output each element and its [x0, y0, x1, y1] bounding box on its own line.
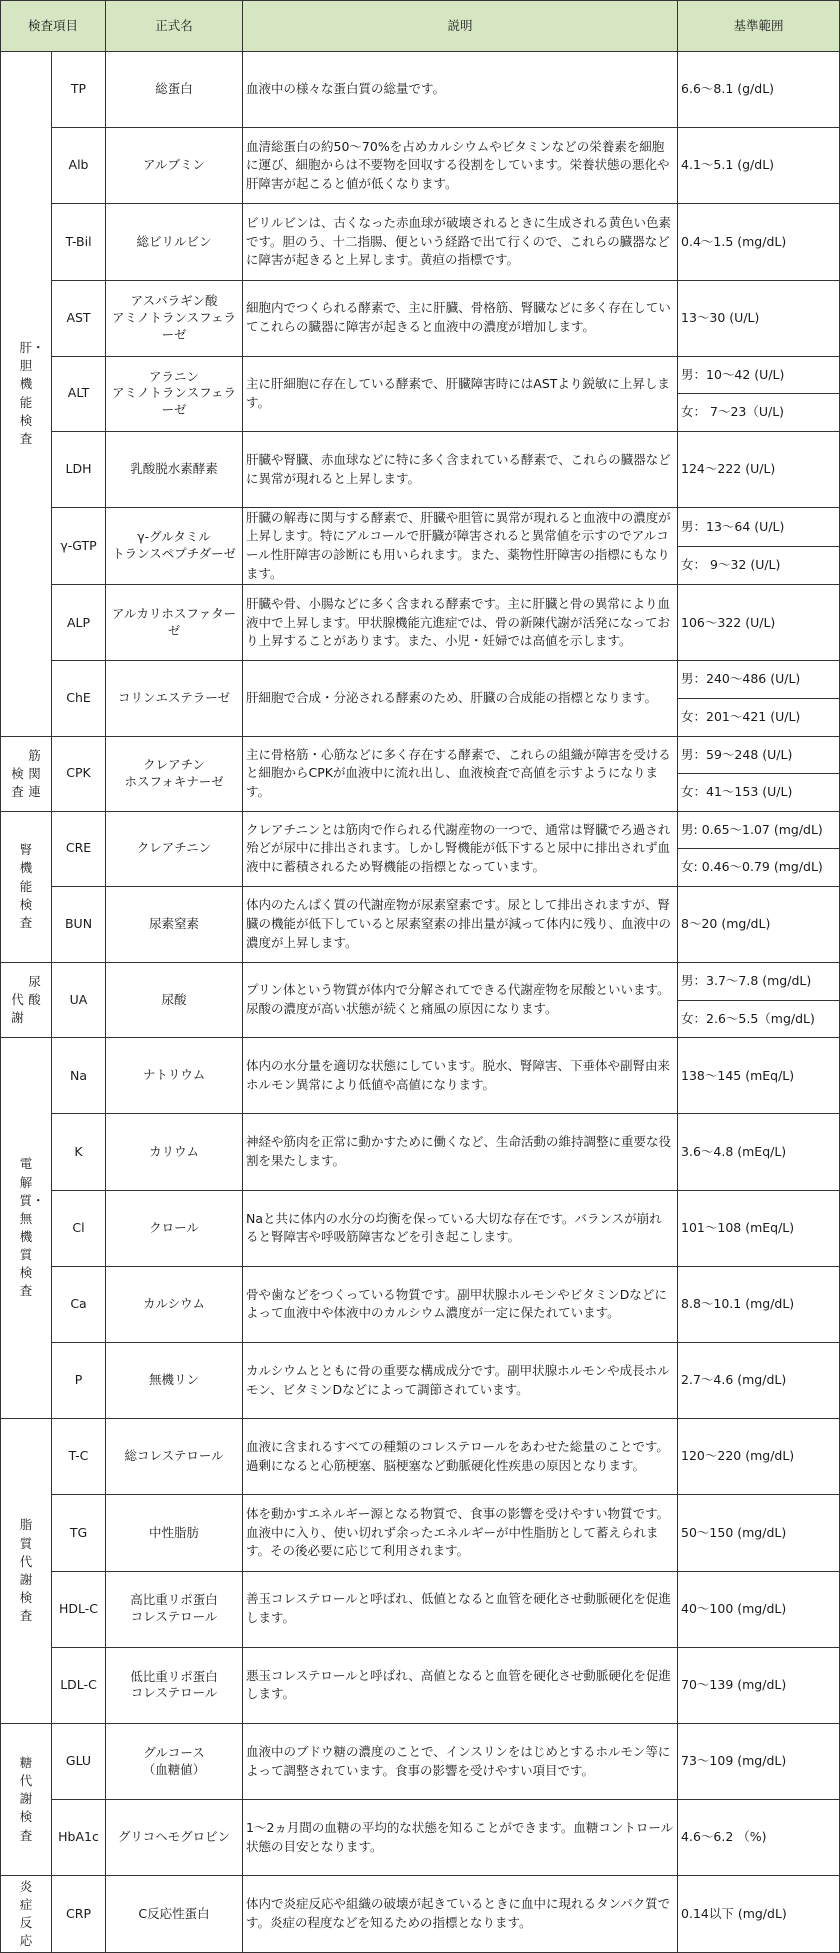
formal-name-cell: グルコース （血糖値） — [106, 1723, 243, 1799]
range-cell-female: 女: 0.46～0.79 (mg/dL) — [678, 849, 840, 887]
header-range: 基準範囲 — [678, 1, 840, 52]
formal-name-cell: 尿素窒素 — [106, 886, 243, 962]
formal-name-cell: 総蛋白 — [106, 52, 243, 128]
formal-name-cell: カルシウム — [106, 1266, 243, 1342]
table-row — [1, 128, 840, 204]
table-row — [1, 52, 840, 128]
abbr-cell: P — [52, 1343, 106, 1419]
category-electrolyte: 電解質・無機質検査 — [1, 1038, 52, 1419]
description-cell: Naと共に体内の水分の均衡を保っている大切な存在です。バランスが崩れると腎障害や呼吸筋障害などを引き起こします。 — [243, 1190, 678, 1266]
abbr-cell: LDL-C — [52, 1647, 106, 1723]
range-cell: 106～322 (U/L) — [678, 585, 840, 661]
description-cell: 善玉コレステロールと呼ばれ、低値となると血管を硬化させ動脈硬化を促進します。 — [243, 1571, 678, 1647]
abbr-cell: ALT — [52, 356, 106, 431]
range-cell: 6.6～8.1 (g/dL) — [678, 52, 840, 128]
table-row — [1, 811, 840, 849]
description-cell: プリン体という物質が体内で分解されてできる代謝産物を尿酸といいます。尿酸の濃度が高い状態が続くと痛風の原因になります。 — [243, 963, 678, 1038]
table-row — [1, 886, 840, 962]
range-cell-male: 男: 0.65～1.07 (mg/dL) — [678, 811, 840, 849]
range-cell: 70～139 (mg/dL) — [678, 1647, 840, 1723]
table-row — [1, 280, 840, 356]
table-row — [1, 204, 840, 280]
table-row — [1, 1038, 840, 1114]
table-row — [1, 1647, 840, 1723]
formal-name-cell: カリウム — [106, 1114, 243, 1190]
formal-name-cell: アルカリホスファターゼ — [106, 585, 243, 661]
formal-name-cell: γ-グルタミル トランスペプチダーゼ — [106, 508, 243, 585]
formal-name-cell: アスパラギン酸 アミノトランスフェラーゼ — [106, 280, 243, 356]
category-lipid: 脂質代謝検査 — [1, 1419, 52, 1724]
description-cell: クレアチニンとは筋肉で作られる代謝産物の一つで、通常は腎臓でろ過され殆どが尿中に排出されます。しかし腎機能が低下すると尿中に排出されず血液中に蓄積されるため腎機能の指標となっています。 — [243, 811, 678, 886]
description-cell: 主に肝細胞に存在している酵素で、肝臓障害時にはASTより鋭敏に上昇します。 — [243, 356, 678, 431]
description-cell: 体を動かすエネルギー源となる物質で、食事の影響を受けやすい物質です。血液中に入り、使い切れず余ったエネルギーが中性脂肪として蓄えられます。その後必要に応じて利用されます。 — [243, 1495, 678, 1571]
table-row — [1, 508, 840, 547]
table-row — [1, 661, 840, 699]
header-category: 検査項目 — [1, 1, 106, 52]
formal-name-cell: 総コレステロール — [106, 1419, 243, 1495]
abbr-cell: LDH — [52, 431, 106, 507]
abbr-cell: CRP — [52, 1876, 106, 1953]
range-cell-female: 女：201～421 (U/L) — [678, 699, 840, 737]
range-cell: 50～150 (mg/dL) — [678, 1495, 840, 1571]
range-cell-male: 男：10～42 (U/L) — [678, 356, 840, 394]
abbr-cell: GLU — [52, 1723, 106, 1799]
abbr-cell: CPK — [52, 736, 106, 811]
abbr-cell: UA — [52, 963, 106, 1038]
category-liver: 肝・胆機能検査 — [1, 52, 52, 737]
category-uric: 代謝 尿酸 — [1, 963, 52, 1038]
description-cell: 肝臓の解毒に関与する酵素で、肝臓や胆管に異常が現れると血液中の濃度が上昇します。特にアルコールで肝臓が障害されると異常値を示すのでアルコール性肝障害の診断にも用いられます。また、薬物性肝障害の指標にもなります。 — [243, 508, 678, 585]
description-cell: 骨や歯などをつくっている物質です。副甲状腺ホルモンやビタミンDなどによって血液中や体液中のカルシウム濃度が一定に保たれています。 — [243, 1266, 678, 1342]
table-row — [1, 963, 840, 1001]
range-cell-female: 女： 9～32 (U/L) — [678, 546, 840, 585]
category-inflammation: 炎症反応 — [1, 1876, 52, 1953]
header-row — [1, 1, 840, 52]
category-glucose: 糖代謝検査 — [1, 1723, 52, 1875]
description-cell: 1～2ヵ月間の血糖の平均的な状態を知ることができます。血糖コントロール状態の目安となります。 — [243, 1800, 678, 1876]
abbr-cell: CRE — [52, 811, 106, 886]
abbr-cell: HDL-C — [52, 1571, 106, 1647]
abbr-cell: TG — [52, 1495, 106, 1571]
range-cell-male: 男：13～64 (U/L) — [678, 508, 840, 547]
formal-name-cell: グリコヘモグロビン — [106, 1800, 243, 1876]
range-cell: 8～20 (mg/dL) — [678, 886, 840, 962]
abbr-cell: AST — [52, 280, 106, 356]
formal-name-cell: クレアチン ホスフォキナーゼ — [106, 736, 243, 811]
table-row — [1, 1190, 840, 1266]
table-row — [1, 431, 840, 507]
table-row — [1, 1800, 840, 1876]
table-row — [1, 1266, 840, 1342]
abbr-cell: T-Bil — [52, 204, 106, 280]
range-cell: 2.7～4.6 (mg/dL) — [678, 1343, 840, 1419]
formal-name-cell: クレアチニン — [106, 811, 243, 886]
description-cell: 体内のたんぱく質の代謝産物が尿素窒素です。尿として排出されますが、腎臓の機能が低下していると尿素窒素の排出量が減って体内に残り、血液中の濃度が上昇します。 — [243, 886, 678, 962]
formal-name-cell: 中性脂肪 — [106, 1495, 243, 1571]
description-cell: 血液に含まれるすべての種類のコレステロールをあわせた総量のことです。過剰になると心筋梗塞、脳梗塞など動脈硬化性疾患の原因となります。 — [243, 1419, 678, 1495]
formal-name-cell: アルブミン — [106, 128, 243, 204]
formal-name-cell: 乳酸脱水素酵素 — [106, 431, 243, 507]
abbr-cell: Ca — [52, 1266, 106, 1342]
formal-name-cell: コリンエステラーゼ — [106, 661, 243, 736]
abbr-cell: BUN — [52, 886, 106, 962]
description-cell: 細胞内でつくられる酵素で、主に肝臓、骨格筋、腎臓などに多く存在していてこれらの臓器に障害が起きると血液中の濃度が増加します。 — [243, 280, 678, 356]
formal-name-cell: 総ビリルビン — [106, 204, 243, 280]
description-cell: 血清総蛋白の約50～70%を占めカルシウムやビタミンなどの栄養素を細胞に運び、細胞からは不要物を回収する役割をしています。栄養状態の悪化や肝障害が起こると値が低くなります。 — [243, 128, 678, 204]
range-cell: 138～145 (mEq/L) — [678, 1038, 840, 1114]
description-cell: 悪玉コレステロールと呼ばれ、高値となると血管を硬化させ動脈硬化を促進します。 — [243, 1647, 678, 1723]
abbr-cell: γ-GTP — [52, 508, 106, 585]
table-row — [1, 1723, 840, 1799]
description-cell: 神経や筋肉を正常に動かすために働くなど、生命活動の維持調整に重要な役割を果たします。 — [243, 1114, 678, 1190]
abbr-cell: ALP — [52, 585, 106, 661]
range-cell: 8.8～10.1 (mg/dL) — [678, 1266, 840, 1342]
range-cell-male: 男：3.7～7.8 (mg/dL) — [678, 963, 840, 1001]
range-cell-male: 男：240～486 (U/L) — [678, 661, 840, 699]
formal-name-cell: アラニン アミノトランスフェラーゼ — [106, 356, 243, 431]
header-formal-name: 正式名 — [106, 1, 243, 52]
description-cell: 血液中の様々な蛋白質の総量です。 — [243, 52, 678, 128]
abbr-cell: HbA1c — [52, 1800, 106, 1876]
range-cell-male: 男：59～248 (U/L) — [678, 736, 840, 774]
header-description: 説明 — [243, 1, 678, 52]
range-cell: 3.6～4.8 (mEq/L) — [678, 1114, 840, 1190]
range-cell: 120～220 (mg/dL) — [678, 1419, 840, 1495]
description-cell: カルシウムとともに骨の重要な構成成分です。副甲状腺ホルモンや成長ホルモン、ビタミンDなどによって調節されています。 — [243, 1343, 678, 1419]
description-cell: 主に骨格筋・心筋などに多く存在する酵素で、これらの組織が障害を受けると細胞からCPKが血液中に流れ出し、血液検査で高値を示すようになります。 — [243, 736, 678, 811]
formal-name-cell: 高比重リポ蛋白 コレステロール — [106, 1571, 243, 1647]
range-cell: 4.1～5.1 (g/dL) — [678, 128, 840, 204]
table-row — [1, 736, 840, 774]
formal-name-cell: ナトリウム — [106, 1038, 243, 1114]
abbr-cell: Cl — [52, 1190, 106, 1266]
table-row — [1, 356, 840, 394]
description-cell: 肝細胞で合成・分泌される酵素のため、肝臓の合成能の指標となります。 — [243, 661, 678, 736]
category-muscle: 検査 筋関連 — [1, 736, 52, 811]
range-cell: 13～30 (U/L) — [678, 280, 840, 356]
range-cell: 0.4～1.5 (mg/dL) — [678, 204, 840, 280]
range-cell-female: 女：41～153 (U/L) — [678, 774, 840, 812]
range-cell: 0.14以下 (mg/dL) — [678, 1876, 840, 1953]
formal-name-cell: C反応性蛋白 — [106, 1876, 243, 1953]
description-cell: 肝臓や骨、小腸などに多く含まれる酵素です。主に肝臓と骨の異常により血液中で上昇します。甲状腺機能亢進症では、骨の新陳代謝が活発になっており上昇することがあります。また、小児・妊婦では高値を示します。 — [243, 585, 678, 661]
description-cell: 肝臓や腎臓、赤血球などに特に多く含まれている酵素で、これらの臓器などに異常が現れると上昇します。 — [243, 431, 678, 507]
formal-name-cell: クロール — [106, 1190, 243, 1266]
range-cell: 40～100 (mg/dL) — [678, 1571, 840, 1647]
abbr-cell: Alb — [52, 128, 106, 204]
range-cell: 73～109 (mg/dL) — [678, 1723, 840, 1799]
table-row — [1, 1876, 840, 1953]
range-cell-female: 女：2.6～5.5（mg/dL) — [678, 1000, 840, 1038]
description-cell: 血液中のブドウ糖の濃度のことで、インスリンをはじめとするホルモン等によって調整されています。食事の影響を受けやすい項目です。 — [243, 1723, 678, 1799]
table-row — [1, 1571, 840, 1647]
table-row — [1, 585, 840, 661]
range-cell-female: 女： 7～23（U/L) — [678, 394, 840, 432]
description-cell: 体内の水分量を適切な状態にしています。脱水、腎障害、下垂体や副腎由来ホルモン異常により低値や高値になります。 — [243, 1038, 678, 1114]
description-cell: 体内で炎症反応や組織の破壊が起きているときに血中に現れるタンパク質です。炎症の程度などを知るための指標となります。 — [243, 1876, 678, 1953]
table-row — [1, 1114, 840, 1190]
abbr-cell: ChE — [52, 661, 106, 736]
abbr-cell: TP — [52, 52, 106, 128]
range-cell: 124～222 (U/L) — [678, 431, 840, 507]
formal-name-cell: 無機リン — [106, 1343, 243, 1419]
table-row — [1, 1419, 840, 1495]
abbr-cell: K — [52, 1114, 106, 1190]
table-row — [1, 1343, 840, 1419]
description-cell: ビリルビンは、古くなった赤血球が破壊されるときに生成される黄色い色素です。胆のう、十二指腸、便という経路で出て行くので、これらの臓器などに障害が起きると上昇します。黄疸の指標です。 — [243, 204, 678, 280]
range-cell: 101～108 (mEq/L) — [678, 1190, 840, 1266]
formal-name-cell: 尿酸 — [106, 963, 243, 1038]
table-row — [1, 1495, 840, 1571]
abbr-cell: T-C — [52, 1419, 106, 1495]
category-kidney: 腎機能検査 — [1, 811, 52, 962]
range-cell: 4.6～6.2 （%) — [678, 1800, 840, 1876]
formal-name-cell: 低比重リポ蛋白 コレステロール — [106, 1647, 243, 1723]
abbr-cell: Na — [52, 1038, 106, 1114]
